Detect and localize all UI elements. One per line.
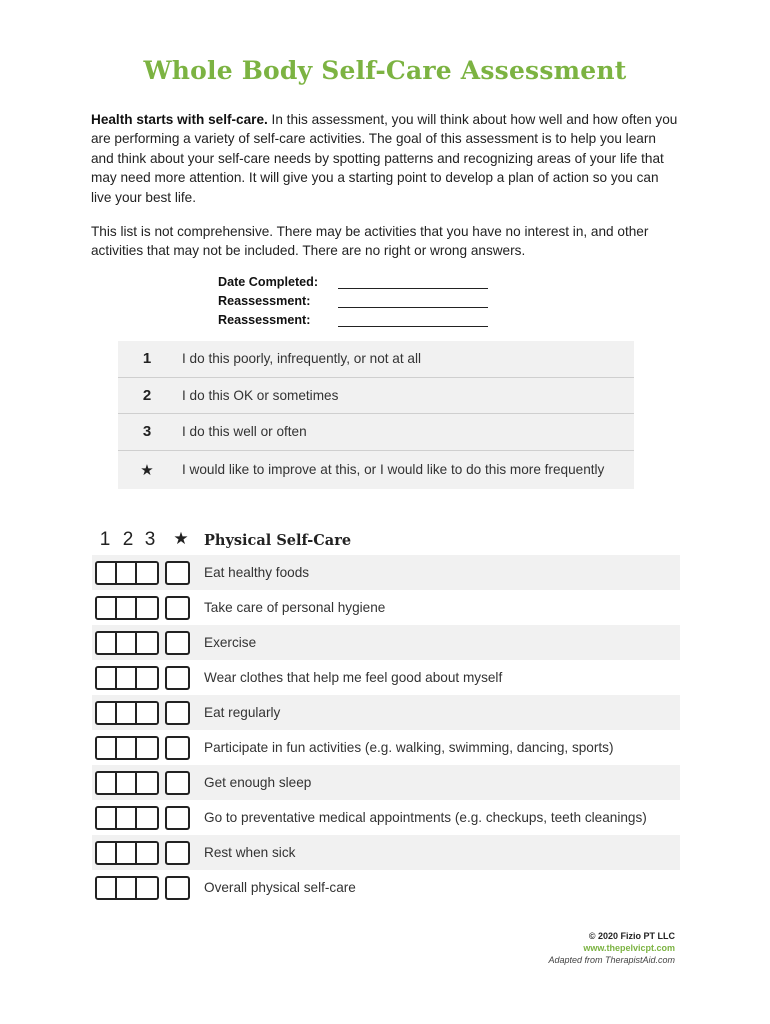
reassessment-label-2: Reassessment: bbox=[218, 313, 311, 327]
list-item bbox=[92, 660, 680, 695]
intro-paragraph-2: This list is not comprehensive. There may be activities that you have no interest in, and other activities that may not be included. There are no right or wrong answers. bbox=[91, 224, 649, 259]
item-label: Exercise bbox=[204, 635, 257, 650]
improve-checkbox[interactable] bbox=[165, 596, 190, 620]
rating-box-group bbox=[95, 701, 159, 725]
rating-box-group bbox=[95, 736, 159, 760]
list-item bbox=[92, 555, 680, 590]
rating-box-group bbox=[95, 876, 159, 900]
column-header-1: 1 bbox=[99, 529, 111, 550]
reassessment-row-2 bbox=[218, 308, 488, 327]
item-label: Get enough sleep bbox=[204, 775, 312, 790]
legend-row bbox=[118, 341, 634, 378]
legend-key: 2 bbox=[142, 386, 152, 404]
list-item bbox=[92, 625, 680, 660]
section-header bbox=[92, 528, 680, 552]
rating-box-group bbox=[95, 596, 159, 620]
rating-checkbox-3[interactable] bbox=[137, 563, 157, 583]
rating-checkbox-1[interactable] bbox=[97, 843, 117, 863]
rating-checkbox-2[interactable] bbox=[117, 598, 137, 618]
improve-checkbox[interactable] bbox=[165, 666, 190, 690]
reassessment-row-1 bbox=[218, 289, 488, 308]
rating-checkbox-1[interactable] bbox=[97, 808, 117, 828]
rating-checkbox-3[interactable] bbox=[137, 843, 157, 863]
legend-text: I do this OK or sometimes bbox=[182, 387, 339, 403]
star-icon: ★ bbox=[140, 461, 154, 479]
improve-checkbox[interactable] bbox=[165, 771, 190, 795]
rating-checkbox-2[interactable] bbox=[117, 878, 137, 898]
rating-checkbox-1[interactable] bbox=[97, 598, 117, 618]
copyright: © 2020 Fizio PT LLC bbox=[588, 931, 675, 941]
rating-checkbox-3[interactable] bbox=[137, 668, 157, 688]
date-completed-label: Date Completed: bbox=[218, 275, 319, 289]
improve-checkbox[interactable] bbox=[165, 736, 190, 760]
improve-checkbox[interactable] bbox=[165, 701, 190, 725]
improve-checkbox[interactable] bbox=[165, 841, 190, 865]
item-label: Eat healthy foods bbox=[204, 565, 310, 580]
rating-boxes bbox=[92, 666, 204, 690]
reassessment-field-1[interactable] bbox=[338, 294, 488, 308]
rating-checkbox-3[interactable] bbox=[137, 598, 157, 618]
rating-boxes bbox=[92, 771, 204, 795]
rating-checkbox-2[interactable] bbox=[117, 563, 137, 583]
rating-box-group bbox=[95, 806, 159, 830]
reassessment-field-2[interactable] bbox=[338, 313, 488, 327]
list-item bbox=[92, 590, 680, 625]
item-label: Eat regularly bbox=[204, 705, 281, 720]
rating-boxes bbox=[92, 876, 204, 900]
rating-boxes bbox=[92, 561, 204, 585]
rating-checkbox-2[interactable] bbox=[117, 843, 137, 863]
rating-checkbox-2[interactable] bbox=[117, 703, 137, 723]
rating-checkbox-2[interactable] bbox=[117, 773, 137, 793]
list-item bbox=[92, 800, 680, 835]
list-item bbox=[92, 835, 680, 870]
website-link[interactable]: www.thepelvicpt.com bbox=[583, 943, 675, 953]
checklist bbox=[92, 555, 680, 905]
list-item bbox=[92, 695, 680, 730]
rating-checkbox-1[interactable] bbox=[97, 703, 117, 723]
rating-checkbox-1[interactable] bbox=[97, 633, 117, 653]
rating-checkbox-3[interactable] bbox=[137, 703, 157, 723]
rating-boxes bbox=[92, 701, 204, 725]
reassessment-label-1: Reassessment: bbox=[218, 294, 311, 308]
legend-row bbox=[118, 414, 634, 451]
column-header-3: 3 bbox=[144, 529, 156, 550]
item-label: Rest when sick bbox=[204, 845, 296, 860]
list-item bbox=[92, 870, 680, 905]
rating-box-group bbox=[95, 841, 159, 865]
rating-checkbox-1[interactable] bbox=[97, 878, 117, 898]
rating-checkbox-1[interactable] bbox=[97, 668, 117, 688]
rating-checkbox-3[interactable] bbox=[137, 633, 157, 653]
column-headers bbox=[92, 529, 204, 551]
rating-checkbox-1[interactable] bbox=[97, 773, 117, 793]
intro-paragraph bbox=[91, 110, 681, 207]
rating-checkbox-2[interactable] bbox=[117, 808, 137, 828]
rating-checkbox-1[interactable] bbox=[97, 738, 117, 758]
legend-row bbox=[118, 378, 634, 415]
rating-boxes bbox=[92, 736, 204, 760]
star-icon: ★ bbox=[173, 529, 189, 548]
rating-box-group bbox=[95, 631, 159, 655]
legend-key: 1 bbox=[142, 350, 152, 368]
rating-checkbox-3[interactable] bbox=[137, 738, 157, 758]
item-label: Take care of personal hygiene bbox=[204, 600, 386, 615]
improve-checkbox[interactable] bbox=[165, 631, 190, 655]
rating-box-group bbox=[95, 771, 159, 795]
rating-checkbox-3[interactable] bbox=[137, 878, 157, 898]
rating-boxes bbox=[92, 596, 204, 620]
rating-checkbox-2[interactable] bbox=[117, 668, 137, 688]
page-title: Whole Body Self-Care Assessment bbox=[143, 56, 627, 85]
rating-checkbox-2[interactable] bbox=[117, 633, 137, 653]
legend-text: I do this poorly, infrequently, or not at all bbox=[182, 351, 422, 367]
improve-checkbox[interactable] bbox=[165, 806, 190, 830]
item-label: Participate in fun activities (e.g. walking, swimming, dancing, sports) bbox=[204, 740, 614, 755]
rating-checkbox-3[interactable] bbox=[137, 773, 157, 793]
dates-block bbox=[218, 270, 488, 327]
improve-checkbox[interactable] bbox=[165, 876, 190, 900]
rating-box-group bbox=[95, 561, 159, 585]
legend-row bbox=[118, 451, 634, 489]
legend-text: I would like to improve at this, or I would like to do this more frequently bbox=[182, 462, 605, 477]
rating-legend bbox=[118, 341, 634, 489]
date-completed-field[interactable] bbox=[338, 275, 488, 289]
item-label: Overall physical self-care bbox=[204, 880, 356, 895]
rating-checkbox-1[interactable] bbox=[97, 563, 117, 583]
intro-body: In this assessment, you will think about how well and how often you are performing a variety of self-care activities. The goal of this assessment is to help you learn and think about your self-care needs by spotting patterns and recognizing areas of your life that may need more attention. It will give you a starting point to develop a plan of action so you can live your best life. bbox=[91, 112, 678, 205]
rating-boxes bbox=[92, 631, 204, 655]
rating-box-group bbox=[95, 666, 159, 690]
list-item bbox=[92, 765, 680, 800]
item-label: Go to preventative medical appointments (e.g. checkups, teeth cleanings) bbox=[204, 810, 647, 825]
section-title: Physical Self-Care bbox=[204, 531, 352, 549]
column-header-2: 2 bbox=[122, 529, 134, 550]
rating-boxes bbox=[92, 806, 204, 830]
date-completed-row bbox=[218, 270, 488, 289]
list-item bbox=[92, 730, 680, 765]
attribution: Adapted from TherapistAid.com bbox=[548, 955, 675, 965]
item-label: Wear clothes that help me feel good about myself bbox=[204, 670, 503, 685]
footer bbox=[548, 930, 675, 966]
rating-checkbox-3[interactable] bbox=[137, 808, 157, 828]
rating-boxes bbox=[92, 841, 204, 865]
improve-checkbox[interactable] bbox=[165, 561, 190, 585]
legend-text: I do this well or often bbox=[182, 424, 307, 440]
intro-lead: Health starts with self-care. bbox=[91, 112, 268, 127]
rating-checkbox-2[interactable] bbox=[117, 738, 137, 758]
legend-key: 3 bbox=[142, 423, 152, 441]
